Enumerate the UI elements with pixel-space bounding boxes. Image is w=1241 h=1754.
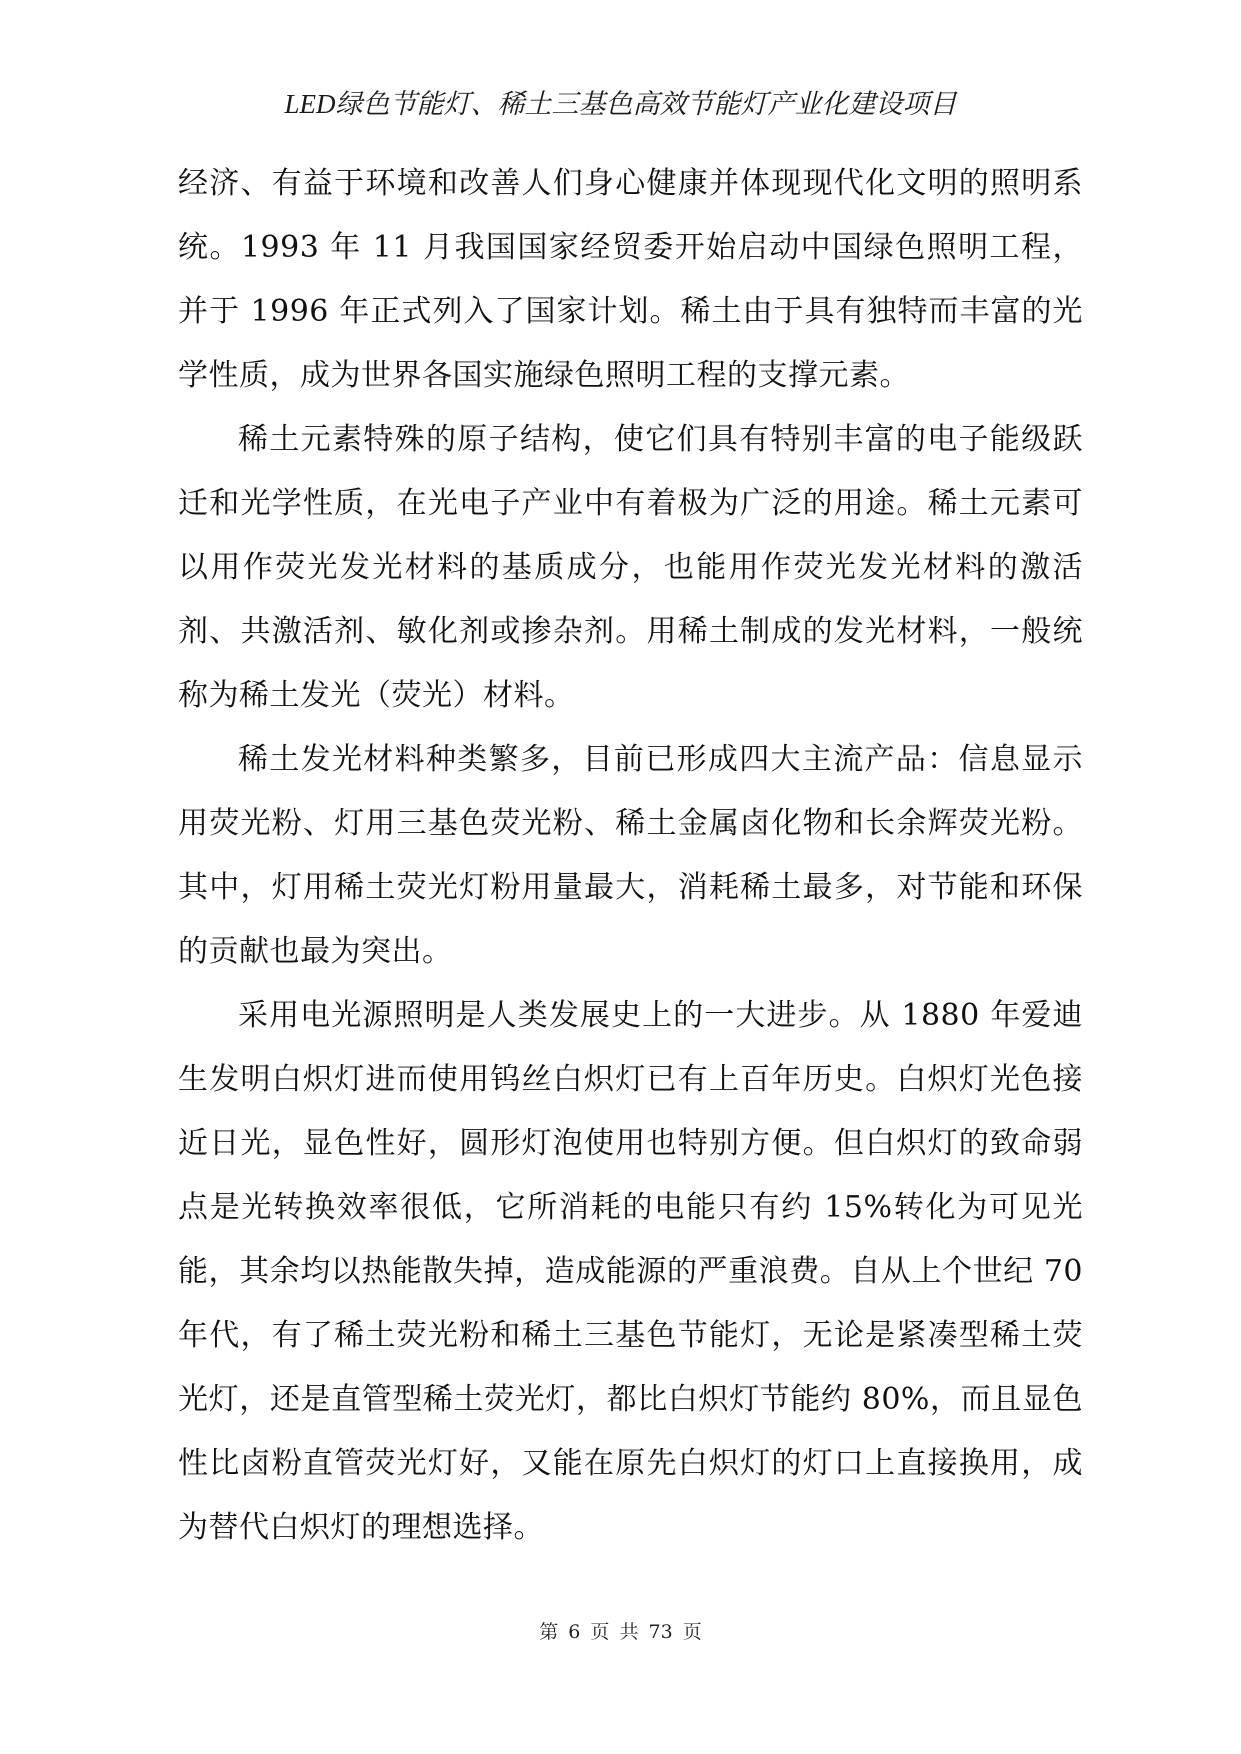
page-header xyxy=(0,84,1241,124)
document-title: LED绿色节能灯、稀土三基色高效节能灯产业化建设项目 xyxy=(284,89,957,119)
body-text xyxy=(178,152,1083,1560)
page-number: 第 6 页 共 73 页 xyxy=(539,1621,702,1643)
paragraph-4: 采用电光源照明是人类发展史上的一大进步。从 1880 年爱迪生发明白炽灯进而使用钨丝白炽灯已有上百年历史。白炽灯光色接近日光，显色性好，圆形灯泡使用也特别方便。但白炽灯的致命弱点是光转换效率很低，它所消耗的电能只有约 15%转化为可见光能，其余均以热能散失掉，造成能源的严重浪费。自从上个世纪 70 年代，有了稀土荧光粉和稀土三基色节能灯，无论是紧凑型稀土荧光灯，还是直管型稀土荧光灯，都比白炽灯节能约 80%，而且显色性比卤粉直管荧光灯好，又能在原先白炽灯的灯口上直接换用，成为替代白炽灯的理想选择。 xyxy=(178,998,1083,1545)
paragraph-3: 稀土发光材料种类繁多，目前已形成四大主流产品：信息显示用荧光粉、灯用三基色荧光粉、稀土金属卤化物和长余辉荧光粉。其中，灯用稀土荧光灯粉用量最大，消耗稀土最多，对节能和环保的贡献也最为突出。 xyxy=(178,742,1083,969)
paragraph-2: 稀土元素特殊的原子结构，使它们具有特别丰富的电子能级跃迁和光学性质，在光电子产业中有着极为广泛的用途。稀土元素可以用作荧光发光材料的基质成分，也能用作荧光发光材料的激活剂、共激活剂、敏化剂或掺杂剂。用稀土制成的发光材料，一般统称为稀土发光（荧光）材料。 xyxy=(178,422,1083,713)
page-footer xyxy=(0,1617,1241,1647)
paragraph-1: 经济、有益于环境和改善人们身心健康并体现现代化文明的照明系统。1993 年 11 月我国国家经贸委开始启动中国绿色照明工程，并于 1996 年正式列入了国家计划。稀土由于具有独特而丰富的光学性质，成为世界各国实施绿色照明工程的支撑元素。 xyxy=(178,166,1083,393)
